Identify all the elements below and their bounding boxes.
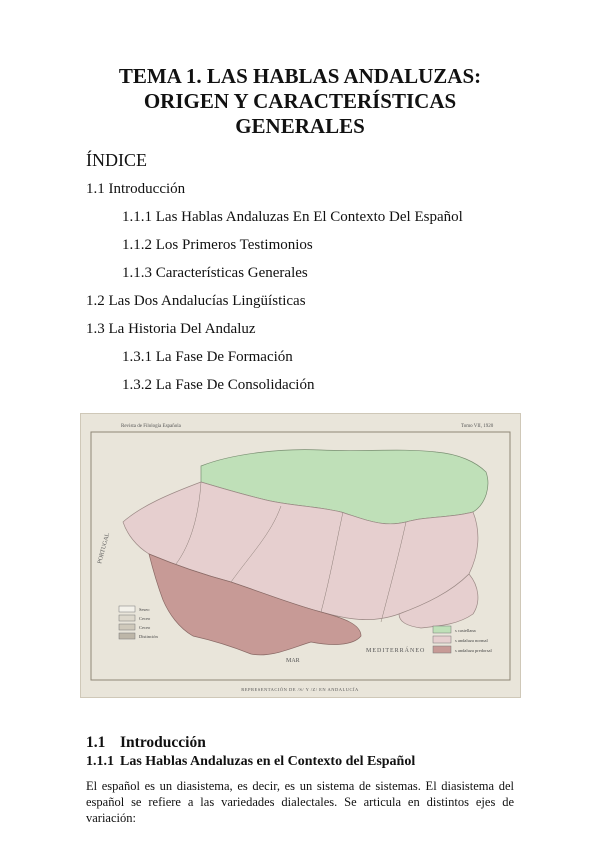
section-number: 1.1 [86, 734, 106, 751]
legend-right-3: s andaluza predorsal [455, 648, 492, 653]
section-title: Introducción [120, 734, 206, 751]
map-legend-right [433, 626, 492, 653]
toc-item-1-3[interactable]: 1.3 La Historia Del Andaluz [86, 321, 256, 337]
toc-item-1-1-2[interactable]: 1.1.2 Los Primeros Testimonios [122, 237, 313, 253]
toc-item-1-1-1[interactable]: 1.1.1 Las Hablas Andaluzas En El Contexto Del Español [122, 209, 463, 225]
legend-swatch-pink [433, 636, 451, 643]
legend-left-2: Ceceo [139, 616, 151, 621]
title-line-2: ORIGEN Y CARACTERÍSTICAS [143, 89, 457, 113]
map-legend-left [119, 606, 158, 639]
toc-item-1-3-2[interactable]: 1.3.2 La Fase De Consolidación [122, 377, 315, 393]
map-caption: REPRESENTACIÓN DE /S/ Y /Z/ EN ANDALUCÍA [241, 687, 359, 692]
legend-swatch [119, 624, 135, 630]
andalucia-map-figure [80, 413, 521, 698]
map-header-left: Revista de Filología Española [121, 424, 181, 429]
legend-left-1: Seseo [139, 607, 150, 612]
subsection-heading-1-1-1 [86, 754, 415, 770]
map-header-right: Tomo VII, 1920 [461, 424, 494, 429]
section-heading-1-1 [86, 734, 206, 752]
index-heading: ÍNDICE [86, 150, 147, 170]
legend-swatch [119, 606, 135, 612]
map-label-mar: MAR [286, 658, 300, 664]
map-label-sea: MEDITERRÁNEO [366, 648, 426, 654]
legend-swatch [119, 633, 135, 639]
legend-swatch-green [433, 626, 451, 633]
toc-item-1-2[interactable]: 1.2 Las Dos Andalucías Lingüísticas [86, 293, 306, 309]
subsection-number: 1.1.1 [86, 754, 114, 769]
title-line-3: GENERALES [235, 114, 365, 138]
toc-item-1-1-3[interactable]: 1.1.3 Características Generales [122, 265, 308, 281]
toc-item-1-1[interactable]: 1.1 Introducción [86, 181, 186, 197]
legend-right-1: s castellana [455, 628, 476, 633]
legend-left-4: Distinción [139, 634, 158, 639]
title-line-1: TEMA 1. LAS HABLAS ANDALUZAS: [118, 64, 482, 88]
subsection-title: Las Hablas Andaluzas en el Contexto del Español [120, 754, 416, 769]
toc-item-1-3-1[interactable]: 1.3.1 La Fase De Formación [122, 349, 293, 365]
legend-right-2: s andaluza normal [455, 638, 488, 643]
andalucia-map [81, 414, 520, 697]
document-title [60, 64, 540, 139]
map-label-portugal: PORTUGAL [97, 532, 112, 565]
legend-swatch-rose [433, 646, 451, 653]
legend-left-3: Ceceo [139, 625, 151, 630]
body-paragraph: El español es un diasistema, es decir, es un sistema de sistemas. El diasistema del español se refiere a las variedades dialectales. Se articula en distintos ejes de variación: [86, 779, 514, 825]
legend-swatch [119, 615, 135, 621]
